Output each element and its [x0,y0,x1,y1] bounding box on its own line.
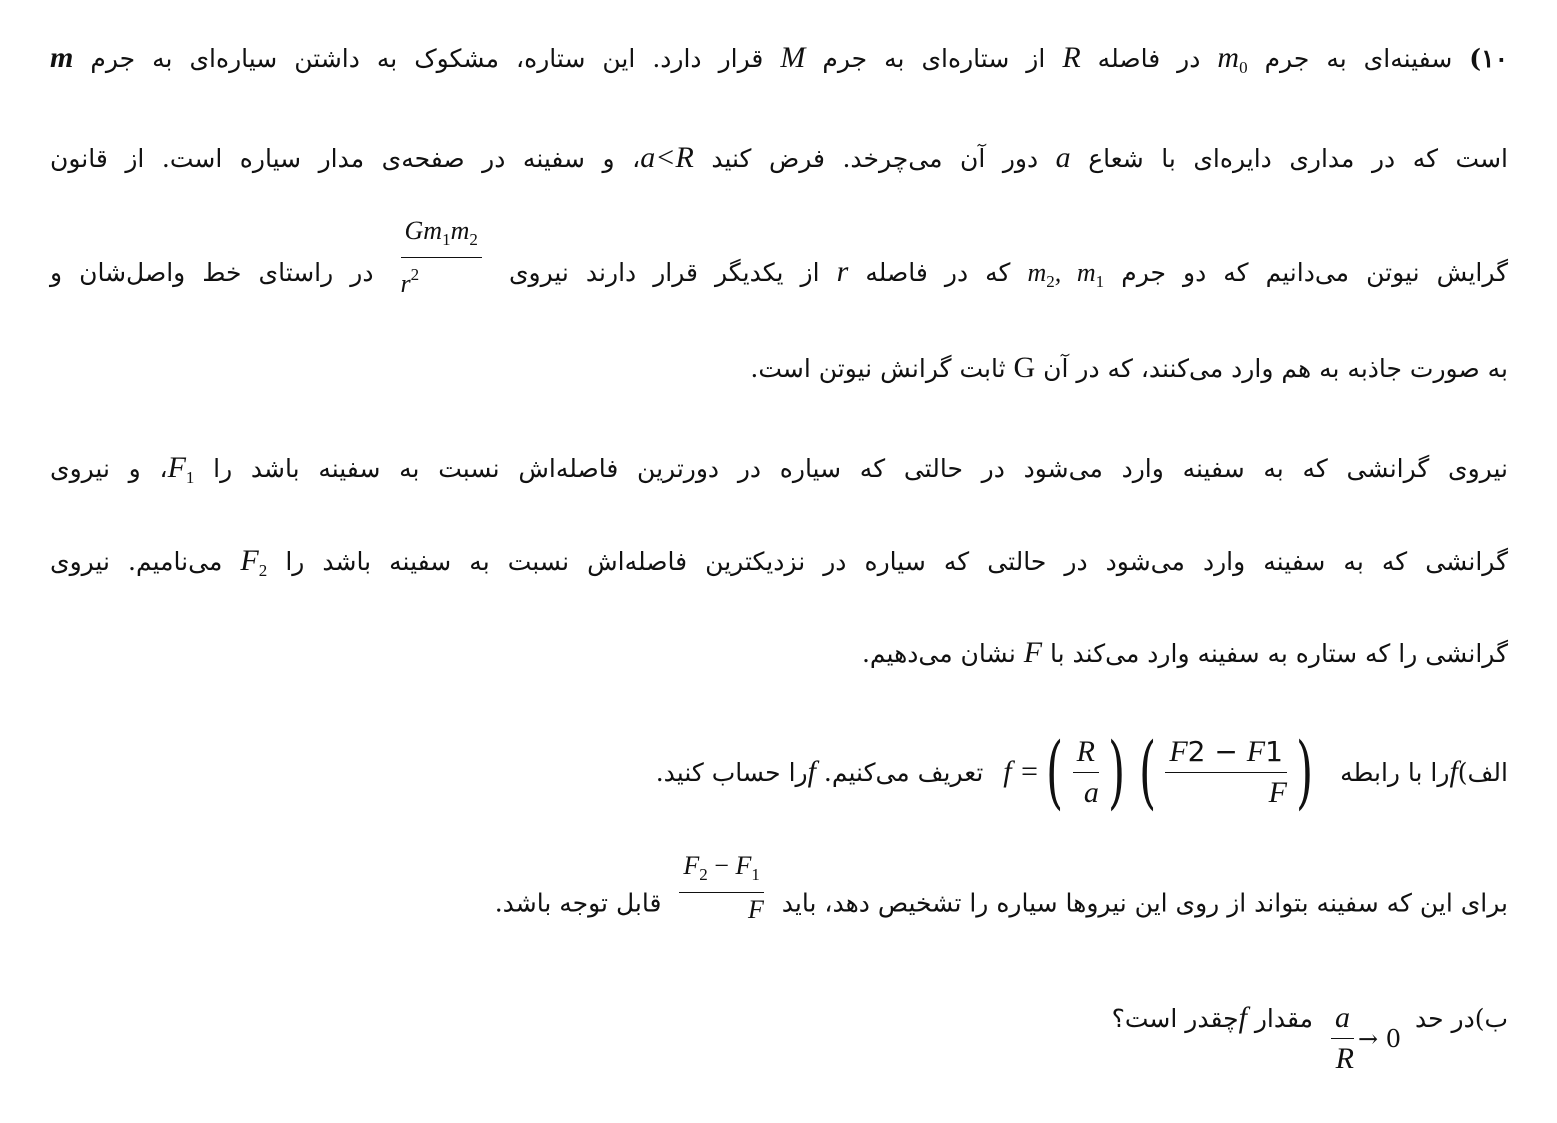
force-ratio-fraction: $\frac{F_2 - F_1}{F}$ [679,851,763,925]
part-b-label: ب)در حد [1414,1004,1508,1033]
math-a: a [1055,141,1071,174]
problem-line-4 [50,352,1508,385]
text-segment: ، و سفینه در صفحه‌ی مدار سیاره است. از قانون [50,144,641,173]
problem-line-7 [50,637,1508,670]
text-segment: از یکدیگر قرار دارند نیروی [508,258,820,287]
text-segment: گرانشی که به سفینه وارد می‌شود در حالتی که سیاره در نزدیکترین فاصله‌اش نسبت به سفینه باشد را [285,547,1508,576]
text-segment: نیروی گرانشی که به سفینه وارد می‌شود در حالتی که سیاره در دورترین فاصله‌اش نسبت به سفینه باشد را [213,454,1508,483]
math-m0: $m_0$ [1217,41,1248,77]
text-segment: گرانشی را که ستاره به سفینه وارد می‌کند با [1050,639,1508,668]
problem-line-6 [50,545,1508,587]
math-f: f [1449,755,1458,788]
text-segment: به صورت جاذبه به هم وارد می‌کنند، که در آن [1043,354,1508,383]
math-m2-m1: $m_2$, $m_1$ [1027,258,1105,291]
text-segment: ثابت گرانش نیوتن است. [750,354,1006,383]
problem-line-2 [50,142,1508,175]
definition-equation: f = ( $\frac{R}{a}$ ) ( $\frac{F2 - F1}{F}$ ) [1003,725,1314,818]
text-segment: مقدار [1254,1004,1314,1033]
math-f: f [1238,1001,1247,1034]
text-segment: قابل توجه باشد. [494,888,662,918]
text-segment: در راستای خط واصل‌شان و [50,258,374,287]
math-f: f [807,755,816,788]
math-M: M [780,41,806,74]
text-segment: تعریف می‌کنیم. [823,758,984,787]
text-segment: دور آن می‌چرخد. فرض کنید [711,144,1039,173]
text-segment: می‌نامیم. نیروی [50,547,223,576]
text-segment: را حساب کنید. [655,758,808,787]
gravity-fraction: $\frac{Gm_1m_2}{r^2}$ [401,216,482,299]
problem-line-3 [50,216,1509,299]
note-line [50,851,1508,925]
part-a [50,725,1508,818]
text-segment: چقدر است؟ [1111,1004,1239,1033]
problem-line-1 [50,42,1508,84]
math-r: r [836,255,849,288]
math-m: m [50,41,74,74]
text-segment: ، و نیروی [50,454,168,483]
math-F: F [1023,636,1043,669]
math-a-less-R: a<R [640,141,694,174]
math-F2: $F_2$ [240,544,268,580]
text-segment: نشان می‌دهیم. [861,639,1016,668]
text-segment: گرایش نیوتن می‌دانیم که دو جرم [1121,258,1509,287]
text-segment: از ستاره‌ای به جرم [822,44,1046,73]
part-a-label: الف) [1457,758,1508,787]
limit-expression: $\frac{a}{R}$ → 0 [1327,1000,1401,1077]
math-R: R [1062,41,1081,74]
math-G: G [1013,351,1036,384]
text-segment: در فاصله [1097,44,1201,73]
text-segment: که در فاصله [865,258,1011,287]
problem-number: ۱۰) [1469,44,1508,73]
problem-line-5 [50,452,1508,494]
part-b [50,1000,1508,1077]
text-segment: قرار دارد. این ستاره، مشکوک به داشتن سیاره‌ای به جرم [90,44,764,73]
text-segment: است که در مداری دایره‌ای با شعاع [1088,144,1508,173]
text-segment: برای این که سفینه بتواند از روی این نیروها سیاره را تشخیص دهد، باید [781,888,1508,918]
math-F1: $F_1$ [167,451,195,487]
text-segment: را با رابطه [1340,758,1450,787]
text-segment: سفینه‌ای به جرم [1264,44,1453,73]
